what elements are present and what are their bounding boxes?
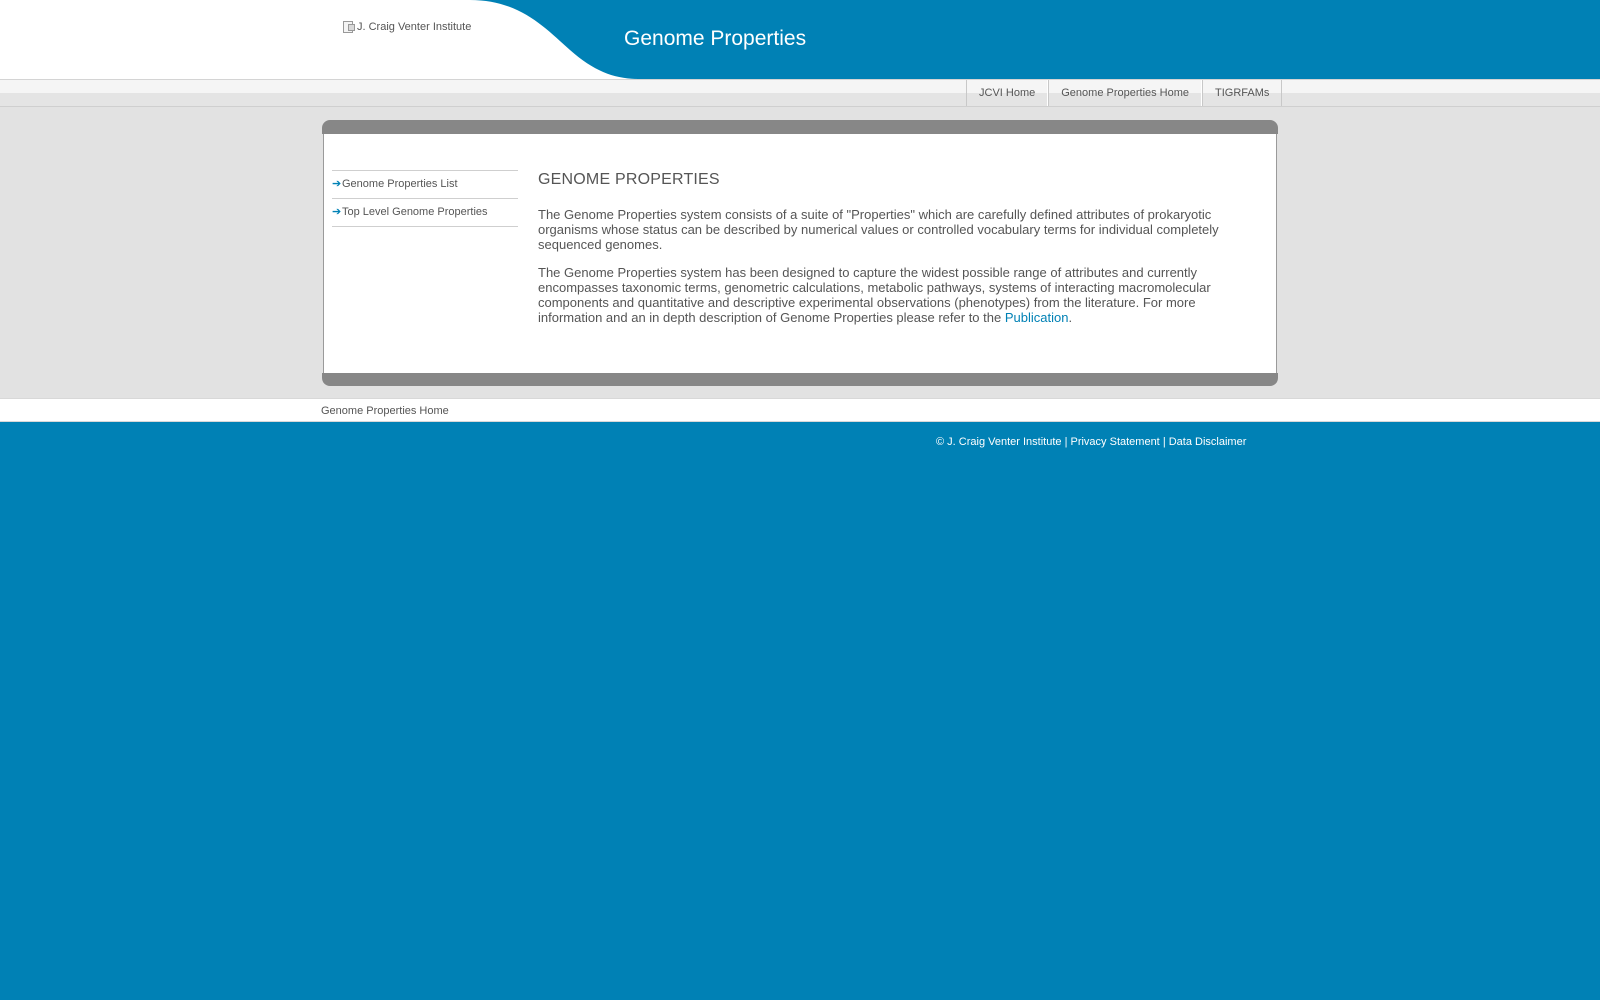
site-title: Genome Properties [624, 27, 807, 50]
footer-bar [0, 398, 1600, 422]
panel-bottom-bar [322, 373, 1278, 386]
top-nav [966, 80, 1282, 106]
description-end: . [1068, 310, 1073, 325]
privacy-statement-link[interactable]: Privacy Statement [1070, 436, 1160, 448]
arrow-right-icon: ➔ [332, 206, 342, 218]
copyright-link[interactable]: © J. Craig Venter Institute [936, 436, 1062, 448]
sidebar-item-genome-properties-list[interactable] [332, 171, 518, 199]
sidebar-item-top-level-genome-properties[interactable] [332, 199, 518, 227]
panel-top-bar [322, 120, 1278, 134]
description-paragraph [538, 265, 1238, 325]
description-text: The Genome Properties system has been designed to capture the widest possible range of attributes and currently encompasses taxonomic terms, genometric calculations, metabolic pathways, systems of interacting macromolecular components and quantitative and descriptive experimental observations (phenotypes) from the literature. For more information and an in depth description of Genome Properties please refer to the [538, 265, 1211, 325]
publication-link[interactable]: Publication [1004, 310, 1069, 325]
main-content [538, 170, 1238, 338]
separator: | [1064, 436, 1068, 448]
jcvi-logo[interactable] [342, 20, 471, 34]
footer-home-link[interactable]: Genome Properties Home [321, 405, 449, 417]
data-disclaimer-link[interactable]: Data Disclaimer [1168, 436, 1247, 448]
nav-bar [0, 79, 1600, 106]
sidebar-menu [332, 170, 518, 227]
nav-link-tigrfams[interactable]: TIGRFAMs [1202, 80, 1282, 106]
nav-link-jcvi-home[interactable]: JCVI Home [966, 80, 1048, 106]
sidebar-item-label: Top Level Genome Properties [342, 206, 488, 218]
header [0, 0, 1600, 79]
sidebar-item-label: Genome Properties List [342, 178, 458, 190]
nav-link-genome-properties-home[interactable]: Genome Properties Home [1048, 80, 1202, 106]
page-heading: GENOME PROPERTIES [538, 171, 720, 188]
broken-image-icon [342, 20, 356, 34]
logo-alt-text: J. Craig Venter Institute [357, 21, 472, 33]
intro-paragraph: The Genome Properties system consists of a suite of "Properties" which are carefully defined attributes of prokaryotic organisms whose status can be described by numerical values or controlled vocabulary terms for individual completely sequenced genomes. [538, 207, 1219, 252]
separator: | [1162, 436, 1166, 448]
arrow-right-icon: ➔ [332, 178, 342, 190]
copyright-line [936, 436, 1246, 448]
